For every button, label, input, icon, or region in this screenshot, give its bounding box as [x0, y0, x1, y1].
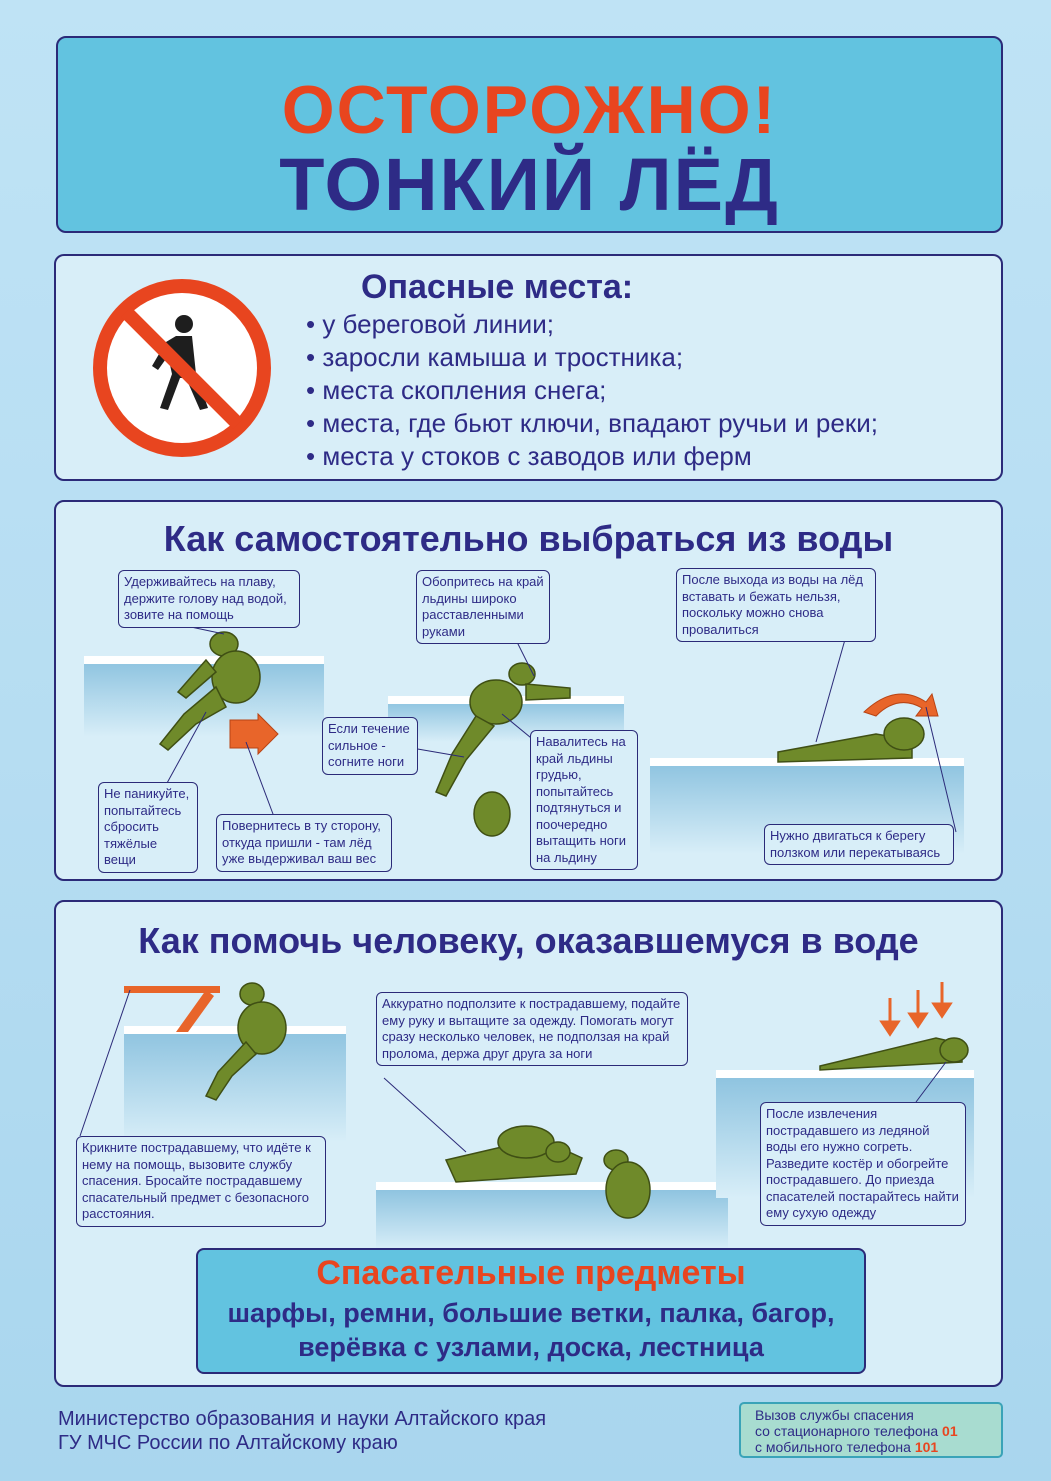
- phone-landline-number: 01: [942, 1423, 958, 1439]
- no-walking-sign-icon: [92, 278, 272, 458]
- phone-mobile-label: с мобильного телефона: [755, 1439, 911, 1455]
- list-item: • у береговой линии;: [306, 308, 878, 341]
- self-rescue-panel: [54, 500, 1003, 881]
- callout-dont-panic: Не паникуйте, попытайтесь сбросить тяжёлые вещи: [98, 782, 198, 873]
- help-others-title: Как помочь человеку, оказавшемуся в воде: [138, 920, 919, 961]
- phone-landline-label: со стационарного телефона: [755, 1423, 939, 1439]
- callout-warm-victim: После извлечения пострадавшего из ледяной воды его нужно согреть. Разведите костёр и обогрейте пострадавшего. До приезда спасателей постарайтесь найти ему сухую одежду: [760, 1102, 966, 1226]
- self-rescue-title: Как самостоятельно выбраться из воды: [163, 518, 894, 559]
- list-item: • места у стоков с заводов или ферм: [306, 440, 878, 473]
- rescue-items-title: Спасательные предметы: [316, 1254, 746, 1292]
- phone-mobile-number: 101: [914, 1439, 939, 1455]
- footer-org-line1: Министерство образования и науки Алтайского края: [58, 1408, 547, 1430]
- callout-dont-stand: После выхода из воды на лёд вставать и бежать нельзя, поскольку можно снова провалиться: [676, 568, 876, 642]
- callout-crawl-to-victim: Аккуратно подползите к пострадавшему, подайте ему руку и вытащите за одежду. Помогать могут сразу несколько человек, не подползая на край пролома, держа друг друга за ноги: [376, 992, 688, 1066]
- help-others-panel: [54, 900, 1003, 1387]
- callout-turn-back: Повернитесь в ту сторону, откуда пришли - там лёд уже выдерживал ваш вес: [216, 814, 392, 872]
- callout-crawl: Нужно двигаться к берегу ползком или перекатываясь: [764, 824, 954, 865]
- dangerous-places-list: [306, 308, 878, 473]
- list-item: • заросли камыша и тростника;: [306, 341, 878, 374]
- emergency-phone-box: [739, 1402, 1003, 1458]
- rescue-items-box: [196, 1248, 866, 1374]
- callout-stay-afloat: Удерживайтесь на плаву, держите голову над водой, зовите на помощь: [118, 570, 300, 628]
- footer-organizations: [58, 1407, 546, 1455]
- callout-bend-legs: Если течение сильное - согните ноги: [322, 717, 418, 775]
- callout-shout-help: Крикните пострадавшему, что идёте к нему на помощь, вызовите службу спасения. Бросайте пострадавшему спасательный предмет с безопасного расстояния.: [76, 1136, 326, 1227]
- dangerous-places-panel: [54, 254, 1003, 481]
- title-warning: ОСТОРОЖНО!: [281, 72, 778, 148]
- list-item: • места, где бьют ключи, впадают ручьи и реки;: [306, 407, 878, 440]
- list-item: • места скопления снега;: [306, 374, 878, 407]
- rescue-items-line2: верёвка с узлами, доска, лестница: [298, 1332, 764, 1362]
- rescue-items-line1: шарфы, ремни, большие ветки, палка, багор,: [227, 1298, 835, 1328]
- dangerous-places-title: Опасные места:: [361, 268, 634, 306]
- title-banner: [56, 36, 1003, 233]
- footer-org-line2: ГУ МЧС России по Алтайскому краю: [58, 1432, 398, 1454]
- phone-title: Вызов службы спасения: [755, 1407, 914, 1423]
- title-thin-ice: ТОНКИЙ ЛЁД: [279, 143, 780, 226]
- callout-pull-up: Навалитесь на край льдины грудью, попытайтесь подтянуться и поочередно вытащить ноги на льдину: [530, 730, 638, 870]
- callout-lean-on-edge: Обопритесь на край льдины широко расставленными руками: [416, 570, 550, 644]
